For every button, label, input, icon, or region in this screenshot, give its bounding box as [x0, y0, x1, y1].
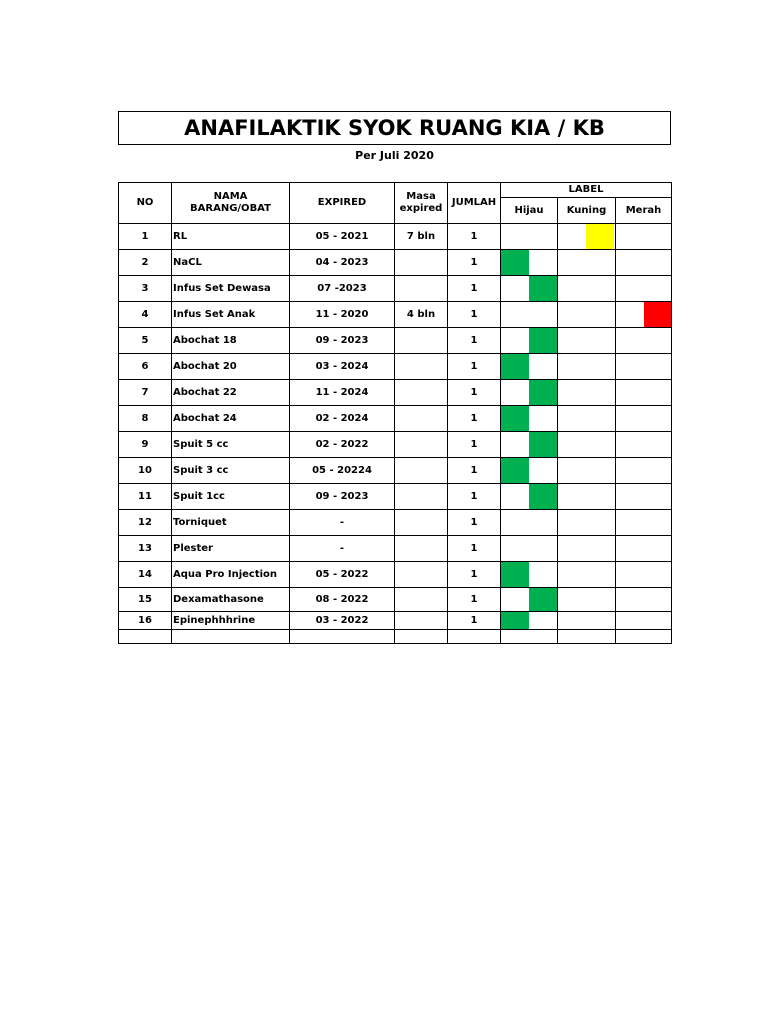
row-jumlah: 1 [448, 406, 501, 432]
header-kuning: Kuning [558, 198, 616, 224]
row-label-kuning [558, 588, 616, 612]
row-no: 9 [119, 432, 172, 458]
row-jumlah: 1 [448, 612, 501, 630]
row-label-kuning [558, 484, 616, 510]
row-label-kuning [558, 354, 616, 380]
row-label-hijau [501, 380, 558, 406]
row-expired: 09 - 2023 [290, 484, 395, 510]
row-item-name: Dexamathasone [172, 588, 290, 612]
row-expired: 11 - 2020 [290, 302, 395, 328]
row-expired: 05 - 20224 [290, 458, 395, 484]
row-label-hijau [501, 224, 558, 250]
row-item-name: Infus Set Dewasa [172, 276, 290, 302]
row-item-name: Epinephhhrine [172, 612, 290, 630]
row-item-name: Infus Set Anak [172, 302, 290, 328]
row-masa-expired [395, 510, 448, 536]
row-expired: - [290, 510, 395, 536]
row-jumlah: 1 [448, 588, 501, 612]
empty-cell [395, 630, 448, 644]
row-label-hijau [501, 432, 558, 458]
kuning-label-swatch [586, 224, 614, 249]
row-no: 14 [119, 562, 172, 588]
row-label-kuning [558, 432, 616, 458]
row-item-name: Spuit 5 cc [172, 432, 290, 458]
row-label-kuning [558, 536, 616, 562]
row-masa-expired [395, 380, 448, 406]
header-row [119, 183, 672, 198]
table-row [119, 354, 672, 380]
row-item-name: Aqua Pro Injection [172, 562, 290, 588]
row-jumlah: 1 [448, 562, 501, 588]
row-no: 16 [119, 612, 172, 630]
row-label-kuning [558, 406, 616, 432]
row-label-merah [616, 380, 672, 406]
row-no: 8 [119, 406, 172, 432]
document-title: ANAFILAKTIK SYOK RUANG KIA / KB [118, 111, 671, 145]
row-label-kuning [558, 328, 616, 354]
row-jumlah: 1 [448, 302, 501, 328]
row-expired: 11 - 2024 [290, 380, 395, 406]
row-masa-expired [395, 484, 448, 510]
row-masa-expired [395, 406, 448, 432]
row-jumlah: 1 [448, 536, 501, 562]
table-row [119, 484, 672, 510]
row-no: 7 [119, 380, 172, 406]
hijau-label-swatch [529, 588, 557, 611]
row-label-kuning [558, 276, 616, 302]
row-label-kuning [558, 380, 616, 406]
table-row [119, 224, 672, 250]
hijau-label-swatch [501, 250, 529, 275]
hijau-label-swatch [501, 612, 529, 629]
row-masa-expired [395, 250, 448, 276]
table-row [119, 276, 672, 302]
header-name-line1: NAMA [213, 191, 248, 202]
row-masa-expired [395, 588, 448, 612]
table-row [119, 302, 672, 328]
row-masa-expired [395, 328, 448, 354]
hijau-label-swatch [529, 484, 557, 509]
row-item-name: NaCL [172, 250, 290, 276]
row-masa-expired [395, 276, 448, 302]
row-label-kuning [558, 458, 616, 484]
row-no: 12 [119, 510, 172, 536]
row-label-hijau [501, 510, 558, 536]
row-jumlah: 1 [448, 458, 501, 484]
row-expired: 03 - 2024 [290, 354, 395, 380]
table-row [119, 380, 672, 406]
row-jumlah: 1 [448, 250, 501, 276]
row-no: 2 [119, 250, 172, 276]
row-masa-expired [395, 612, 448, 630]
row-masa-expired: 7 bln [395, 224, 448, 250]
row-expired: 04 - 2023 [290, 250, 395, 276]
row-item-name: Abochat 18 [172, 328, 290, 354]
row-expired: 05 - 2021 [290, 224, 395, 250]
row-jumlah: 1 [448, 224, 501, 250]
table-row [119, 458, 672, 484]
row-label-merah [616, 536, 672, 562]
row-expired: 09 - 2023 [290, 328, 395, 354]
hijau-label-swatch [529, 432, 557, 457]
row-no: 4 [119, 302, 172, 328]
row-label-hijau [501, 562, 558, 588]
empty-cell [558, 630, 616, 644]
row-label-kuning [558, 302, 616, 328]
row-expired: 05 - 2022 [290, 562, 395, 588]
row-jumlah: 1 [448, 510, 501, 536]
row-no: 15 [119, 588, 172, 612]
row-expired: - [290, 536, 395, 562]
row-label-merah [616, 432, 672, 458]
row-label-merah [616, 302, 672, 328]
row-label-hijau [501, 406, 558, 432]
row-item-name: Abochat 22 [172, 380, 290, 406]
row-item-name: Abochat 24 [172, 406, 290, 432]
row-label-hijau [501, 302, 558, 328]
header-label: LABEL [501, 183, 672, 198]
row-label-hijau [501, 328, 558, 354]
row-item-name: Abochat 20 [172, 354, 290, 380]
header-expired: EXPIRED [290, 183, 395, 224]
row-jumlah: 1 [448, 380, 501, 406]
hijau-label-swatch [501, 406, 529, 431]
row-expired: 02 - 2022 [290, 432, 395, 458]
row-label-merah [616, 406, 672, 432]
table-row [119, 432, 672, 458]
row-label-merah [616, 588, 672, 612]
row-jumlah: 1 [448, 354, 501, 380]
row-item-name: Plester [172, 536, 290, 562]
row-label-merah [616, 458, 672, 484]
row-no: 3 [119, 276, 172, 302]
table-row [119, 406, 672, 432]
header-name-line2: BARANG/OBAT [190, 203, 271, 214]
row-label-merah [616, 612, 672, 630]
row-label-merah [616, 484, 672, 510]
row-no: 1 [119, 224, 172, 250]
row-item-name: Spuit 1cc [172, 484, 290, 510]
row-label-merah [616, 562, 672, 588]
table-row [119, 536, 672, 562]
table-row [119, 250, 672, 276]
row-masa-expired [395, 536, 448, 562]
table-row [119, 612, 672, 630]
row-label-kuning [558, 562, 616, 588]
row-masa-expired [395, 432, 448, 458]
header-masa-line2: expired [399, 203, 443, 214]
header-masa-expired [395, 183, 448, 224]
document-subtitle: Per Juli 2020 [355, 149, 434, 162]
row-label-hijau [501, 276, 558, 302]
row-jumlah: 1 [448, 276, 501, 302]
row-label-merah [616, 354, 672, 380]
header-name [172, 183, 290, 224]
row-label-hijau [501, 484, 558, 510]
empty-row [119, 630, 672, 644]
row-expired: 08 - 2022 [290, 588, 395, 612]
row-label-hijau [501, 612, 558, 630]
header-masa-line1: Masa [406, 191, 436, 202]
inventory-table [118, 182, 672, 644]
header-merah: Merah [616, 198, 672, 224]
hijau-label-swatch [529, 276, 557, 301]
row-no: 10 [119, 458, 172, 484]
empty-cell [172, 630, 290, 644]
empty-cell [501, 630, 558, 644]
merah-label-swatch [644, 302, 672, 327]
row-label-kuning [558, 224, 616, 250]
empty-cell [119, 630, 172, 644]
row-item-name: Torniquet [172, 510, 290, 536]
row-label-merah [616, 250, 672, 276]
row-masa-expired [395, 458, 448, 484]
row-label-merah [616, 224, 672, 250]
row-label-kuning [558, 250, 616, 276]
hijau-label-swatch [529, 380, 557, 405]
hijau-label-swatch [501, 354, 529, 379]
row-masa-expired [395, 354, 448, 380]
row-label-merah [616, 276, 672, 302]
row-label-merah [616, 328, 672, 354]
row-label-kuning [558, 510, 616, 536]
row-masa-expired: 4 bln [395, 302, 448, 328]
hijau-label-swatch [529, 328, 557, 353]
row-label-kuning [558, 612, 616, 630]
row-item-name: Spuit 3 cc [172, 458, 290, 484]
inventory-body [119, 224, 672, 644]
row-label-hijau [501, 250, 558, 276]
hijau-label-swatch [501, 458, 529, 483]
row-jumlah: 1 [448, 328, 501, 354]
table-row [119, 328, 672, 354]
empty-cell [616, 630, 672, 644]
row-label-merah [616, 510, 672, 536]
table-row [119, 562, 672, 588]
row-label-hijau [501, 354, 558, 380]
table-row [119, 510, 672, 536]
row-label-hijau [501, 588, 558, 612]
row-expired: 02 - 2024 [290, 406, 395, 432]
row-no: 11 [119, 484, 172, 510]
row-expired: 07 -2023 [290, 276, 395, 302]
row-no: 13 [119, 536, 172, 562]
row-item-name: RL [172, 224, 290, 250]
row-label-hijau [501, 458, 558, 484]
empty-cell [290, 630, 395, 644]
empty-cell [448, 630, 501, 644]
row-no: 5 [119, 328, 172, 354]
row-label-hijau [501, 536, 558, 562]
row-jumlah: 1 [448, 484, 501, 510]
header-jumlah: JUMLAH [448, 183, 501, 224]
row-no: 6 [119, 354, 172, 380]
row-expired: 03 - 2022 [290, 612, 395, 630]
header-hijau: Hijau [501, 198, 558, 224]
row-jumlah: 1 [448, 432, 501, 458]
header-no: NO [119, 183, 172, 224]
row-masa-expired [395, 562, 448, 588]
table-row [119, 588, 672, 612]
hijau-label-swatch [501, 562, 529, 587]
